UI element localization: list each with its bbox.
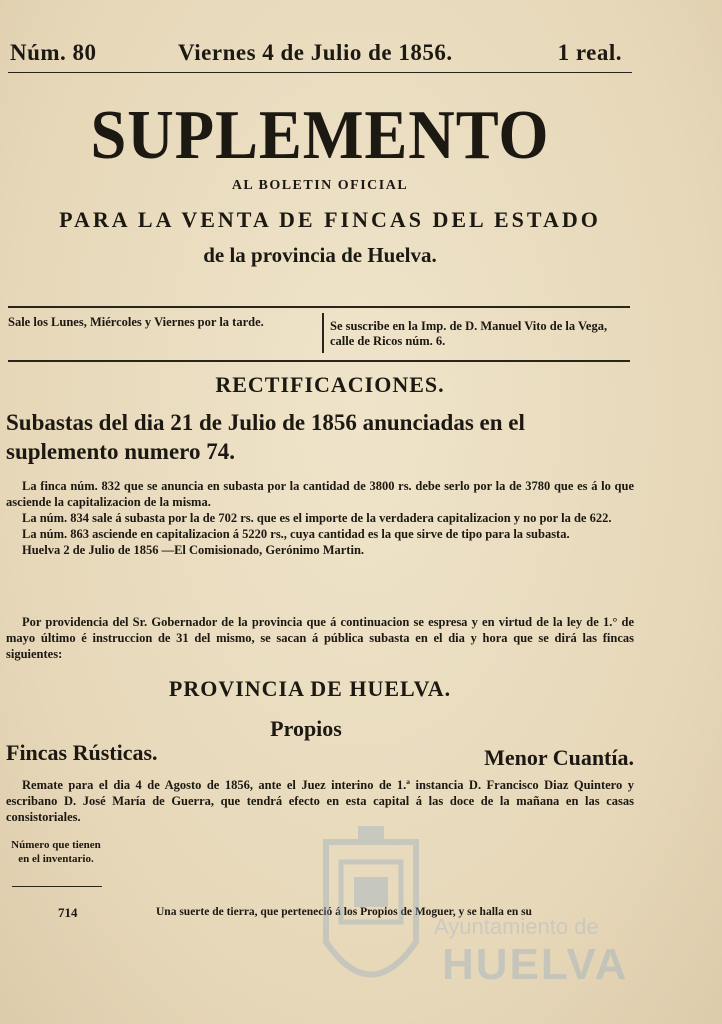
entry-number: 714 <box>58 905 78 920</box>
providencia-block <box>6 614 634 662</box>
rectificacion-paragraph: La núm. 834 sale á subasta por la de 702 rs. que es el importe de la verdadera capitalizacion y no por la de 622. <box>22 511 612 525</box>
column-divider <box>322 313 324 353</box>
watermark <box>316 822 646 1012</box>
page-title: SUPLEMENTO <box>90 97 550 174</box>
watermark-line1: Ayuntamiento de <box>434 914 599 939</box>
provincia-heading: PROVINCIA DE HUELVA. <box>168 676 452 701</box>
issue-price: 1 real. <box>557 40 622 65</box>
subtitle-provincia: de la provincia de Huelva. <box>203 243 437 267</box>
inventory-rule <box>12 886 102 887</box>
inventory-number-label: Número que tienen en el inventario. <box>11 839 101 865</box>
rectificaciones-heading: RECTIFICACIONES. <box>215 372 445 397</box>
coat-of-arms-icon <box>316 822 426 1012</box>
masthead <box>8 38 632 73</box>
providencia-paragraph: Por providencia del Sr. Gobernador de la provincia que á continuacion se espresa y en virtud de la ley de 1.° de mayo último é instruccion de 31 del mismo, se sacan á pública subasta en el dia y hora que se dirá las fincas siguientes: <box>6 615 634 661</box>
rectificacion-paragraph: La finca núm. 832 que se anuncia en subasta por la cantidad de 3800 rs. debe serlo por la de 3780 que es á lo que asciende la capitalizacion de la misma. <box>6 479 634 509</box>
remate-paragraph: Remate para el dia 4 de Agosto de 1856, ante el Juez interino de 1.ª instancia D. Francisco Diaz Quintero y escribano D. José María de Guerra, que tendrá efecto en esta capital á las doce de la mañana en las casas consistoriales. <box>6 778 634 824</box>
subastas-heading: Subastas del dia 21 de Julio de 1856 anunciadas en el suplemento numero 74. <box>6 410 525 464</box>
remate-block <box>6 777 634 825</box>
watermark-line2: HUELVA <box>442 940 629 989</box>
subtitle-boletin: AL BOLETIN OFICIAL <box>231 178 409 193</box>
subtitle-venta: PARA LA VENTA DE FINCAS DEL ESTADO <box>59 207 601 232</box>
rectificacion-block <box>6 478 634 558</box>
divider-bottom <box>8 360 630 362</box>
publication-schedule: Sale los Lunes, Miércoles y Viernes por la tarde. <box>8 315 264 329</box>
divider-top <box>8 306 630 308</box>
menor-cuantia-heading: Menor Cuantía. <box>484 745 634 770</box>
issue-number: Núm. 80 <box>10 40 97 65</box>
subscription-info: Se suscribe en la Imp. de D. Manuel Vito de la Vega, calle de Ricos núm. 6. <box>330 319 608 348</box>
subscription-row <box>8 313 632 355</box>
signature-line: Huelva 2 de Julio de 1856 —El Comisionado, Gerónimo Martin. <box>22 543 365 557</box>
fincas-rusticas-heading: Fincas Rústicas. <box>6 740 158 765</box>
propios-heading: Propios <box>270 716 342 741</box>
issue-date: Viernes 4 de Julio de 1856. <box>178 40 453 65</box>
entry-text: Una suerte de tierra, que perteneció á los Propios de Moguer, y se halla en su <box>156 906 532 918</box>
rectificacion-paragraph: La núm. 863 asciende en capitalizacion á 5220 rs., cuya cantidad es la que sirve de tipo para la subasta. <box>22 527 570 541</box>
